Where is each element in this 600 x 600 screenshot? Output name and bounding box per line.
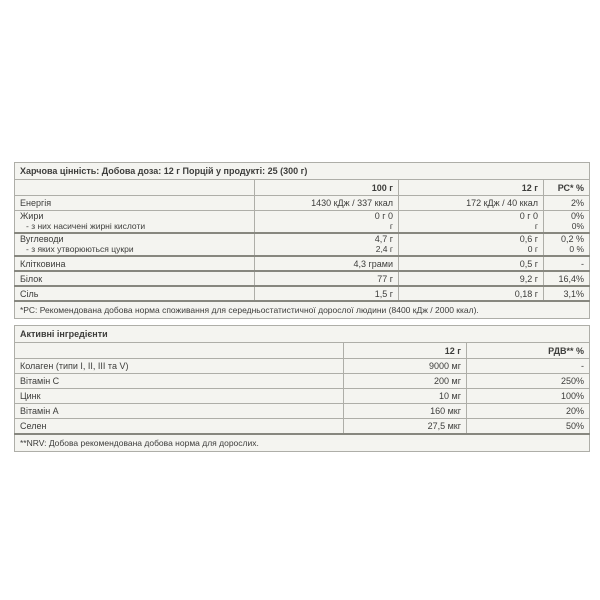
col-header-rc-percent: РС* % (544, 180, 590, 196)
nutrition-row-carbs (15, 233, 590, 256)
ingredients-table-title-row (15, 326, 590, 343)
ingredient-row-vitamin-a (15, 404, 590, 419)
ingredient-name: Селен (15, 419, 344, 434)
ingredient-row-zinc (15, 389, 590, 404)
value-rc-percent-line2: 0 % (569, 243, 585, 254)
value-100g-line2: г (389, 220, 393, 231)
col-header-12g: 12 г (344, 343, 467, 359)
ingredient-name: Вітамін A (15, 404, 344, 419)
nutrient-name (15, 211, 255, 234)
value-rdv-percent: 250% (467, 374, 590, 389)
value-12g-line1: 0,6 г (519, 234, 538, 244)
value-100g: 4,3 грами (255, 256, 399, 271)
value-100g-line2: 2,4 г (375, 243, 393, 254)
col-header-rdv-percent: РДВ** % (467, 343, 590, 359)
nutrition-column-header-row (15, 180, 590, 196)
value-100g-line1: 4,7 г (374, 234, 393, 244)
value-12g: 0,5 г (399, 256, 544, 271)
value-rc-percent-line2: 0% (571, 220, 585, 231)
ingredient-row-collagen (15, 359, 590, 374)
value-100g (255, 211, 399, 234)
value-rc-percent: 3,1% (544, 286, 590, 301)
value-rdv-percent: 50% (467, 419, 590, 434)
value-100g (255, 233, 399, 256)
nutrition-row-energy (15, 196, 590, 211)
ingredient-name: Цинк (15, 389, 344, 404)
ingredient-row-vitamin-c (15, 374, 590, 389)
nutrition-table (14, 162, 590, 319)
value-100g: 77 г (255, 271, 399, 286)
ingredients-table (14, 325, 590, 452)
value-100g-line1: 0 г 0 (374, 211, 393, 221)
col-header-empty (15, 180, 255, 196)
value-12g-line1: 0 г 0 (519, 211, 538, 221)
nutrition-row-fiber (15, 256, 590, 271)
value-100g: 1,5 г (255, 286, 399, 301)
ingredient-name: Колаген (типи I, II, III та V) (15, 359, 344, 374)
nutrient-name: Енергія (15, 196, 255, 211)
value-12g-line2: г (534, 220, 538, 231)
nutrition-row-salt (15, 286, 590, 301)
ingredients-footnote-row (15, 434, 590, 452)
value-rc-percent-line1: 0% (571, 211, 585, 221)
nutrient-name: Клітковина (15, 256, 255, 271)
value-rc-percent: 2% (544, 196, 590, 211)
value-rc-percent: - (544, 256, 590, 271)
value-12g: 9000 мг (344, 359, 467, 374)
ingredients-footnote: **NRV: Добова рекомендована добова норма для дорослих. (15, 434, 590, 452)
value-100g: 1430 кДж / 337 ккал (255, 196, 399, 211)
value-rc-percent (544, 211, 590, 234)
value-12g: 200 мг (344, 374, 467, 389)
value-rc-percent-line1: 0,2 % (561, 234, 585, 244)
nutrient-name-sub: - з них насичені жирні кислоти (26, 220, 146, 231)
value-12g (399, 211, 544, 234)
value-12g: 9,2 г (399, 271, 544, 286)
nutrition-footnote-row (15, 301, 590, 319)
ingredient-name: Вітамін C (15, 374, 344, 389)
col-header-100g: 100 г (255, 180, 399, 196)
value-12g: 172 кДж / 40 ккал (399, 196, 544, 211)
value-rc-percent: 16,4% (544, 271, 590, 286)
nutrition-row-fats (15, 211, 590, 234)
nutrition-footnote: *РС: Рекомендована добова норма споживання для середньостатистичної дорослої людини (8400 кДж / 2000 ккал). (15, 301, 590, 319)
nutrient-name-sub: - з яких утворюються цукри (26, 243, 134, 254)
nutrition-table-title: Харчова цінність: Добова доза: 12 г Порцій у продукті: 25 (300 г) (15, 163, 590, 180)
nutrition-table-title-row (15, 163, 590, 180)
ingredients-column-header-row (15, 343, 590, 359)
nutrient-name: Білок (15, 271, 255, 286)
value-12g: 27,5 мкг (344, 419, 467, 434)
value-rdv-percent: 20% (467, 404, 590, 419)
value-rdv-percent: 100% (467, 389, 590, 404)
ingredient-row-selenium (15, 419, 590, 434)
value-12g (399, 233, 544, 256)
value-rc-percent (544, 233, 590, 256)
nutrition-row-protein (15, 271, 590, 286)
nutrient-name-main: Жири (20, 211, 44, 221)
nutrient-name: Сіль (15, 286, 255, 301)
col-header-12g: 12 г (399, 180, 544, 196)
ingredients-table-title: Активні інгредієнти (15, 326, 590, 343)
value-rdv-percent: - (467, 359, 590, 374)
value-12g: 10 мг (344, 389, 467, 404)
value-12g-line2: 0 г (527, 243, 538, 254)
col-header-empty (15, 343, 344, 359)
nutrient-name (15, 233, 255, 256)
value-12g: 0,18 г (399, 286, 544, 301)
nutrient-name-main: Вуглеводи (20, 234, 64, 244)
value-12g: 160 мкг (344, 404, 467, 419)
